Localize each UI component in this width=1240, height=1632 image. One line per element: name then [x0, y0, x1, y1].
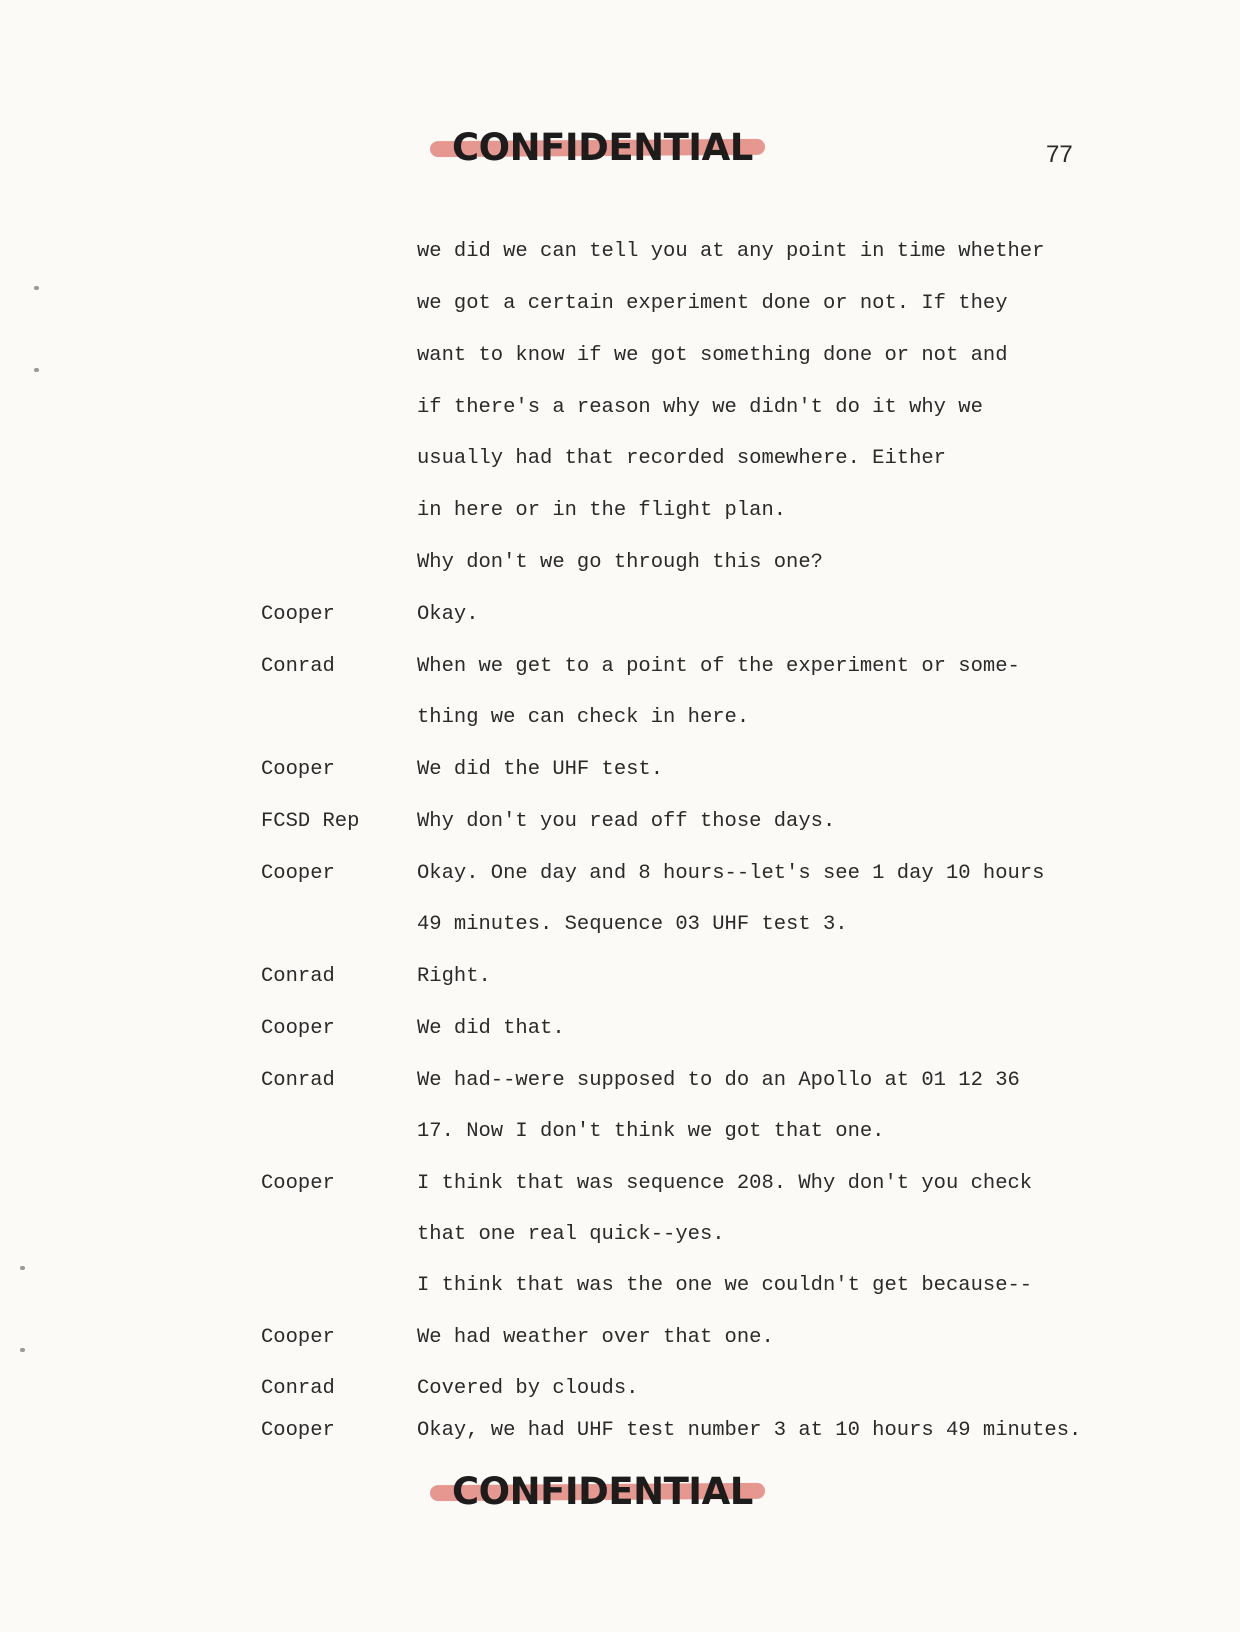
transcript-line: we did we can tell you at any point in time whether	[417, 240, 1045, 263]
margin-speck	[34, 368, 39, 372]
transcript-line: I think that was sequence 208. Why don't you check	[417, 1172, 1033, 1195]
transcript-line: Okay.	[417, 603, 479, 626]
transcript-line: Why don't we go through this one?	[417, 551, 823, 574]
transcript-line: We did that.	[417, 1017, 565, 1040]
transcript-line: 49 minutes. Sequence 03 UHF test 3.	[417, 913, 848, 936]
speaker-name: Conrad	[261, 965, 335, 988]
speaker-name: Conrad	[261, 1069, 335, 1092]
margin-speck	[20, 1266, 25, 1270]
transcript-line: Okay, we had UHF test number 3 at 10 hours 49 minutes.	[417, 1419, 1082, 1442]
transcript-line: 17. Now I don't think we got that one.	[417, 1120, 885, 1143]
page-number: 77	[1046, 141, 1073, 168]
transcript-line: I think that was the one we couldn't get because--	[417, 1274, 1033, 1297]
speaker-name: Cooper	[261, 1172, 335, 1195]
transcript-line: We did the UHF test.	[417, 758, 664, 781]
speaker-name: FCSD Rep	[261, 810, 360, 833]
speaker-name: Conrad	[261, 1377, 335, 1400]
margin-speck	[34, 286, 39, 290]
transcript-line: Okay. One day and 8 hours--let's see 1 day 10 hours	[417, 862, 1045, 885]
transcript-line: Covered by clouds.	[417, 1377, 639, 1400]
transcript-line: we got a certain experiment done or not. If they	[417, 292, 1008, 315]
confidential-stamp-top: CONFIDENTIAL	[452, 126, 753, 169]
transcript-line: that one real quick--yes.	[417, 1223, 725, 1246]
transcript-line: We had--were supposed to do an Apollo at 01 12 36	[417, 1069, 1020, 1092]
transcript-line: Right.	[417, 965, 491, 988]
transcript-line: in here or in the flight plan.	[417, 499, 787, 522]
speaker-name: Cooper	[261, 1326, 335, 1349]
speaker-name: Cooper	[261, 758, 335, 781]
transcript-line: usually had that recorded somewhere. Either	[417, 447, 946, 470]
speaker-name: Cooper	[261, 1017, 335, 1040]
speaker-name: Cooper	[261, 862, 335, 885]
transcript-line: thing we can check in here.	[417, 706, 750, 729]
transcript-line: We had weather over that one.	[417, 1326, 774, 1349]
speaker-name: Conrad	[261, 655, 335, 678]
transcript-line: want to know if we got something done or not and	[417, 344, 1008, 367]
margin-speck	[20, 1348, 25, 1352]
transcript-line: if there's a reason why we didn't do it why we	[417, 396, 983, 419]
transcript-line: When we get to a point of the experiment or some-	[417, 655, 1020, 678]
speaker-name: Cooper	[261, 1419, 335, 1442]
speaker-name: Cooper	[261, 603, 335, 626]
confidential-stamp-bottom: CONFIDENTIAL	[452, 1470, 753, 1513]
transcript-line: Why don't you read off those days.	[417, 810, 836, 833]
